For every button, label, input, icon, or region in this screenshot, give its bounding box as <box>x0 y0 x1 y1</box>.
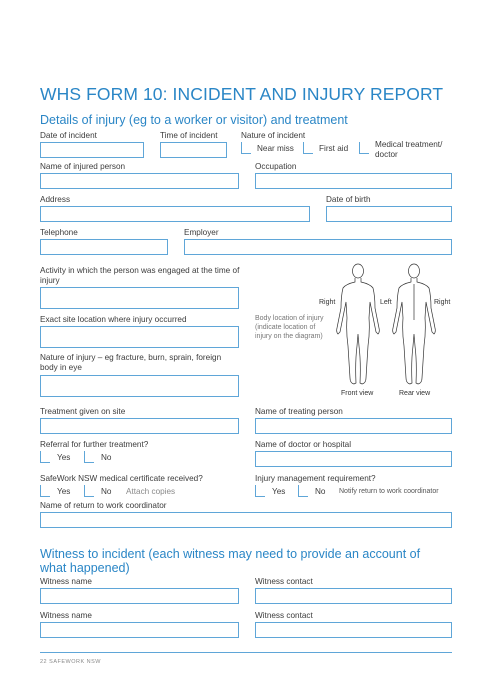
name-treating-label: Name of treating person <box>255 407 343 416</box>
time-of-incident-field[interactable] <box>160 142 227 158</box>
date-of-birth-label: Date of birth <box>326 195 371 204</box>
medical-treatment-label: Medical treatment/ doctor <box>375 140 443 159</box>
address-field[interactable] <box>40 206 310 222</box>
nature-of-injury-field[interactable] <box>40 375 239 397</box>
page-footer: 22 SAFEWORK NSW <box>40 659 101 665</box>
address-label: Address <box>40 195 71 204</box>
rtw-coordinator-field[interactable] <box>40 512 452 528</box>
date-of-birth-field[interactable] <box>326 206 452 222</box>
injury-mgmt-no-label: No <box>315 487 326 496</box>
activity-field[interactable] <box>40 287 239 309</box>
occupation-label: Occupation <box>255 162 297 171</box>
exact-site-field[interactable] <box>40 326 239 348</box>
witness-name-label-1: Witness name <box>40 577 92 586</box>
cert-yes-checkbox[interactable] <box>40 485 50 497</box>
attach-copies-note: Attach copies <box>126 487 176 496</box>
doctor-hospital-field[interactable] <box>255 451 452 467</box>
injury-mgmt-no-checkbox[interactable] <box>298 485 308 497</box>
footer-divider <box>40 652 452 653</box>
date-of-incident-field[interactable] <box>40 142 144 158</box>
nature-of-injury-label: Nature of injury – eg fracture, burn, sprain, foreign body in eye <box>40 353 222 372</box>
witness-contact-label-1: Witness contact <box>255 577 313 586</box>
referral-no-checkbox[interactable] <box>84 451 94 463</box>
cert-yes-label: Yes <box>57 487 71 496</box>
cert-no-checkbox[interactable] <box>84 485 94 497</box>
injury-mgmt-yes-checkbox[interactable] <box>255 485 265 497</box>
referral-yes-checkbox[interactable] <box>40 451 50 463</box>
treatment-given-field[interactable] <box>40 418 239 434</box>
referral-yes-label: Yes <box>57 453 71 462</box>
front-left-label: Left <box>380 299 392 306</box>
near-miss-checkbox[interactable] <box>241 142 251 154</box>
rear-right-label: Right <box>434 299 451 306</box>
witness-contact-field-2[interactable] <box>255 622 452 638</box>
witness-name-field-1[interactable] <box>40 588 239 604</box>
front-right-label: Right <box>319 299 336 306</box>
treatment-given-label: Treatment given on site <box>40 407 126 416</box>
witness-contact-field-1[interactable] <box>255 588 452 604</box>
witness-name-label-2: Witness name <box>40 611 92 620</box>
section-heading-injury: Details of injury (eg to a worker or visitor) and treatment <box>40 113 348 127</box>
nature-of-incident-label: Nature of incident <box>241 131 306 140</box>
rear-view-label: Rear view <box>399 390 431 397</box>
activity-label: Activity in which the person was engaged at the time of injury <box>40 266 240 285</box>
doctor-hospital-label: Name of doctor or hospital <box>255 440 352 449</box>
name-injured-label: Name of injured person <box>40 162 126 171</box>
referral-no-label: No <box>101 453 112 462</box>
medical-treatment-checkbox[interactable] <box>359 142 369 154</box>
front-view-label: Front view <box>341 390 374 397</box>
injury-mgmt-label: Injury management requirement? <box>255 474 376 483</box>
notify-rtw-note: Notify return to work coordinator <box>339 488 439 495</box>
form-title: WHS FORM 10: INCIDENT AND INJURY REPORT <box>40 84 444 104</box>
body-diagram[interactable] <box>330 262 442 388</box>
exact-site-label: Exact site location where injury occurred <box>40 315 187 324</box>
telephone-label: Telephone <box>40 228 78 237</box>
employer-field[interactable] <box>184 239 452 255</box>
safework-cert-label: SafeWork NSW medical certificate received? <box>40 474 203 483</box>
rtw-coordinator-label: Name of return to work coordinator <box>40 501 167 510</box>
name-treating-field[interactable] <box>255 418 452 434</box>
referral-label: Referral for further treatment? <box>40 440 149 449</box>
witness-name-field-2[interactable] <box>40 622 239 638</box>
injury-mgmt-yes-label: Yes <box>272 487 286 496</box>
date-of-incident-label: Date of incident <box>40 131 97 140</box>
employer-label: Employer <box>184 228 219 237</box>
near-miss-label: Near miss <box>257 144 294 153</box>
rear-body-outline <box>393 264 436 384</box>
body-location-note: Body location of injury (indicate location of injury on the diagram) <box>255 315 324 340</box>
name-injured-field[interactable] <box>40 173 239 189</box>
occupation-field[interactable] <box>255 173 452 189</box>
time-of-incident-label: Time of incident <box>160 131 218 140</box>
cert-no-label: No <box>101 487 112 496</box>
witness-contact-label-2: Witness contact <box>255 611 313 620</box>
first-aid-label: First aid <box>319 144 349 153</box>
front-body-outline <box>337 264 380 384</box>
first-aid-checkbox[interactable] <box>303 142 313 154</box>
section-heading-witness: Witness to incident (each witness may need to provide an account of what happened) <box>40 547 421 575</box>
telephone-field[interactable] <box>40 239 168 255</box>
